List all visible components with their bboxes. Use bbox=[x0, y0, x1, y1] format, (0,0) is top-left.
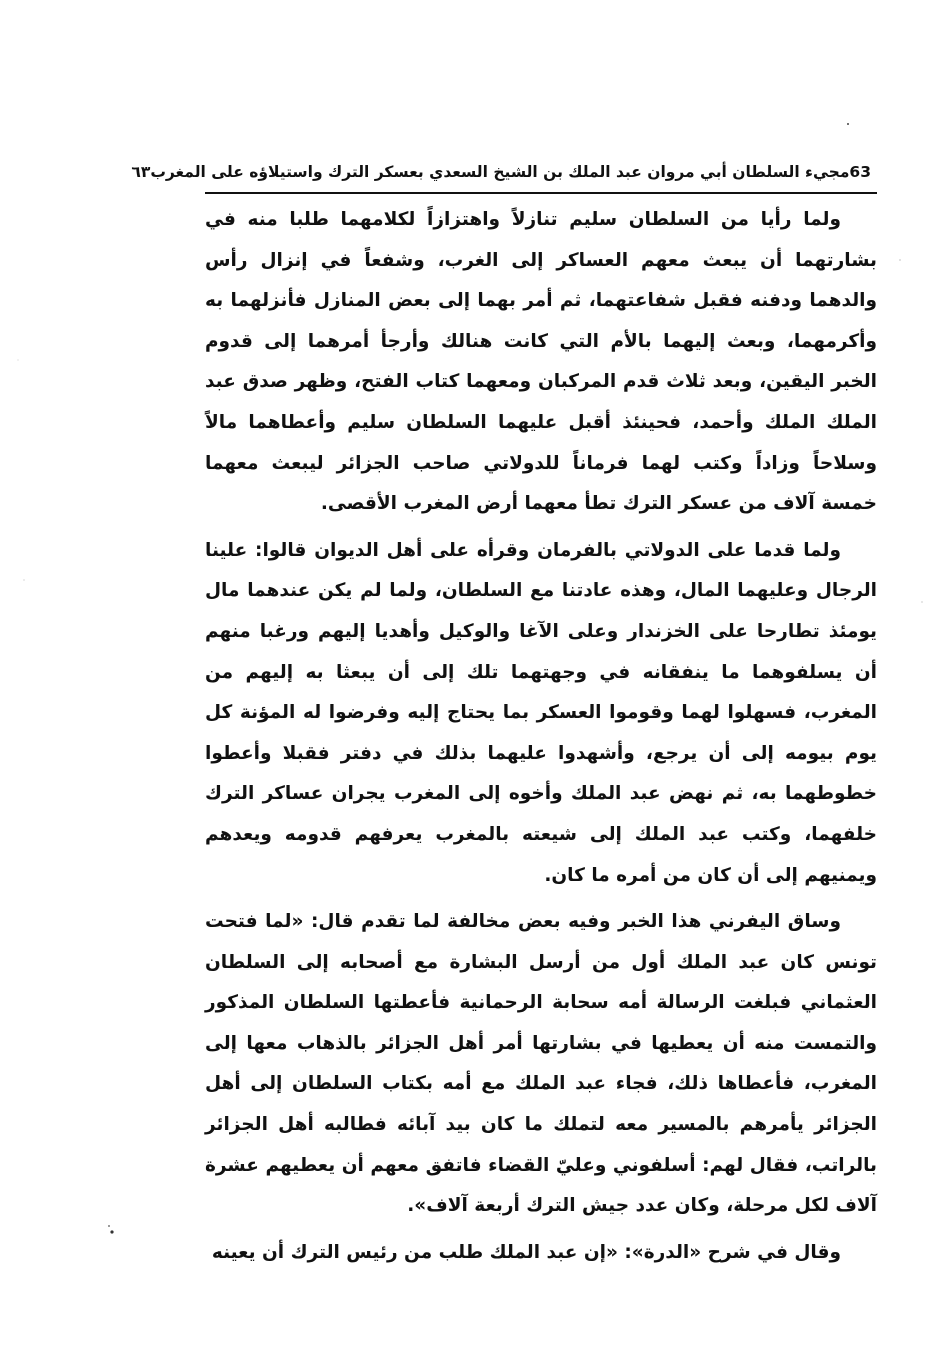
scan-speck bbox=[108, 1225, 110, 1227]
chapter-title: مجيء السلطان أبي مروان عبد الملك بن الشيخ السعدي بعسكر الترك واستيلاؤه على المغرب bbox=[150, 163, 850, 181]
paragraph-3: وساق اليفرني هذا الخبر وفيه بعض مخالفة لما تقدم قال: «لما فتحت تونس كان عبد الملك أول من أرسل البشارة مع أصحابه إلى السلطان العثماني فبلغت الرسالة أمه سحابة الرحمانية فأعطتها السلطان المذكور والتمست منه أن يعطيها في بشارتها أمر أهل الجزائر بالذهاب معها إلى المغرب، فأعطاها ذلك، فجاء عبد الملك مع أمه بكتاب السلطان إلى أهل الجزائر يأمرهم بالمسير معه لتملك ما كان بيد آبائه فطالبه أهل الجزائر بالراتب، فقال لهم: أسلفوني وعليّ القضاء فاتفق معهم أن يعطيهم عشرة آلاف لكل مرحلة، وكان عدد جيش الترك أربعة آلاف». bbox=[205, 911, 877, 1217]
body-text bbox=[205, 200, 877, 1279]
paragraph-4: وقال في شرح «الدرة»: «إن عبد الملك طلب من رئيس الترك أن يعينه bbox=[211, 1241, 841, 1263]
scan-speck bbox=[110, 1230, 113, 1233]
scan-speck bbox=[23, 579, 24, 580]
scan-speck bbox=[899, 259, 900, 260]
running-header bbox=[131, 155, 877, 189]
page-number-arabic: ٦٣ bbox=[131, 163, 151, 181]
scan-speck bbox=[921, 601, 922, 602]
header-rule bbox=[205, 192, 877, 194]
page-number-latin: 63 bbox=[849, 163, 871, 181]
scan-speck bbox=[847, 123, 849, 125]
paragraph-2: ولما قدما على الدولاتي بالفرمان وقرأه على أهل الديوان قالوا: علينا الرجال وعليهما المال، وهذه عادتنا مع السلطان، ولما لم يكن عندهما مال يومئذ تطارحا على الخزندار وعلى الآغا والوكيل وأهديا إليهم ورغبا منهم أن يسلفوهما ما ينفقانه في وجهتهما تلك إلى أن يبعثا به إليهم من المغرب، فسهلوا لهما وقوموا العسكر بما يحتاج إليه وفرضوا له المؤنة كل يوم بيومه إلى أن يرجع، وأشهدوا عليهما بذلك في دفتر فقبلا وأعطوا خطوطهما به، ثم نهض عبد الملك وأخوه إلى المغرب يجران عساكر الترك خلفهما، وكتب عبد الملك إلى شيعته بالمغرب يعرفهم قدومه ويعدهم ويمنيهم إلى أن كان من أمره ما كان. bbox=[205, 539, 877, 886]
paragraph-1: ولما رأيا من السلطان سليم تنازلاً واهتزازاً لكلامهما طلبا منه في بشارتهما أن يبعث معهم العساكر إلى الغرب، وشفعاً في إنزال رأس والدهما ودفنه فقبل شفاعتهما، ثم أمر بهما إلى بعض المنازل فأنزلهما به وأكرمهما، وبعث إليهما بالأم التي كانت هنالك وأرجأ أمرهما إلى قدوم الخبر اليقين، وبعد ثلاث قدم المركبان ومعهما كتاب الفتح، وظهر صدق عبد الملك الملك وأحمد، فحينئذ أقبل عليهما السلطان سليم وأعطاهما مالاً وسلاحاً وزاداً وكتب لهما فرماناً للدولاتي صاحب الجزائر ليبعث معهما خمسة آلاف من عسكر الترك تطأ معهما أرض المغرب الأقصى. bbox=[205, 209, 877, 515]
scan-speck bbox=[18, 360, 19, 361]
